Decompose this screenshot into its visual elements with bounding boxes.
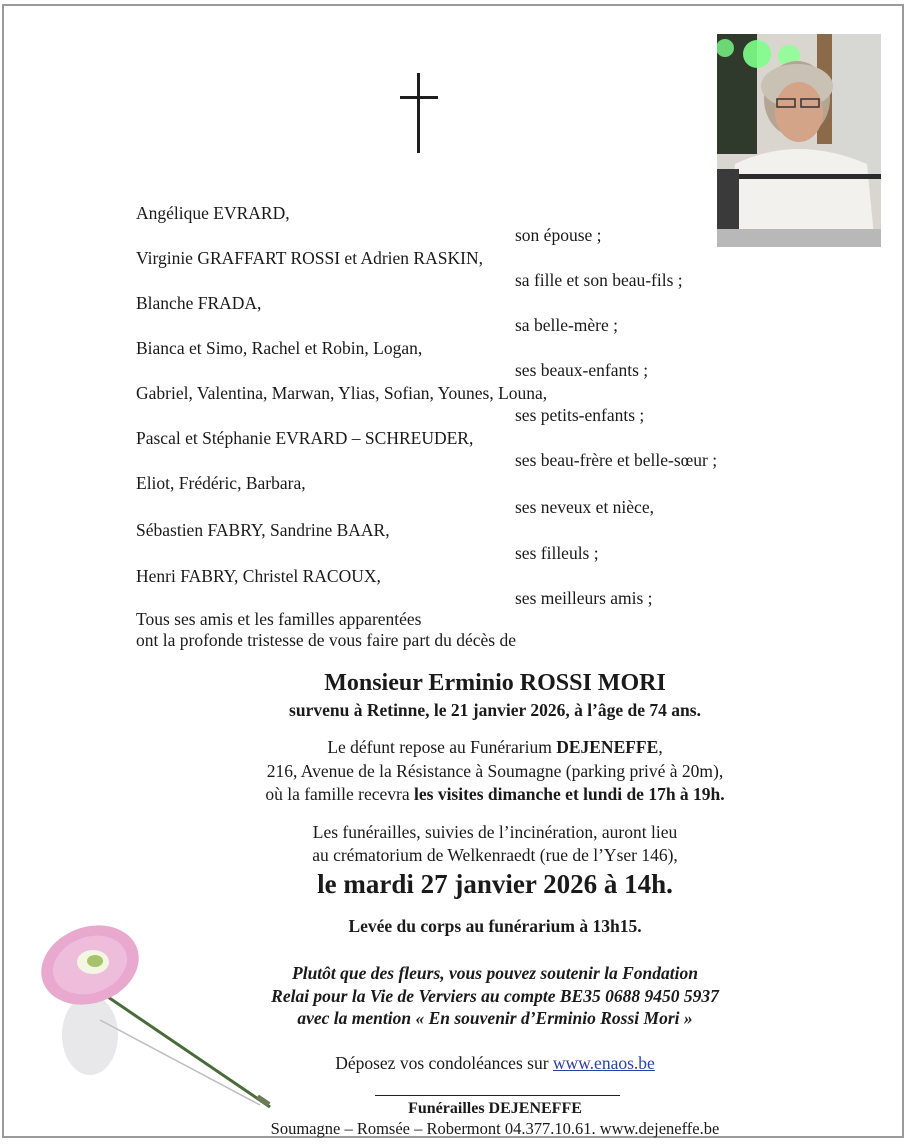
family-names-1: Virginie GRAFFART ROSSI et Adrien RASKIN,: [136, 248, 483, 268]
family-names-5: Pascal et Stéphanie EVRARD – SCHREUDER,: [136, 428, 474, 448]
family-relation-1: sa fille et son beau-fils ;: [515, 270, 683, 290]
flower-image: [30, 915, 280, 1115]
intro-line-2: ont la profonde tristesse de vous faire part du décès de: [136, 630, 517, 650]
family-relation-6: ses neveux et nièce,: [515, 497, 654, 517]
funeral-home-name: DEJENEFFE: [556, 737, 659, 757]
family-relation-5: ses beau-frère et belle-sœur ;: [515, 450, 718, 470]
cross-icon: [400, 73, 438, 153]
funeral-date: le mardi 27 janvier 2026 à 14h.: [317, 869, 673, 899]
donation-line-3: avec la mention « En souvenir d’Erminio Rossi Mori »: [297, 1008, 693, 1028]
family-names-6: Eliot, Frédéric, Barbara,: [136, 473, 306, 493]
deceased-name: Monsieur Erminio ROSSI MORI: [324, 670, 666, 696]
family-names-8: Henri FABRY, Christel RACOUX,: [136, 566, 381, 586]
visitation-line-3-text: où la famille recevra: [265, 784, 414, 804]
family-relation-2: sa belle-mère ;: [515, 315, 619, 335]
portrait-photo: [717, 34, 881, 247]
intro-line-1: Tous ses amis et les familles apparentées: [136, 609, 422, 629]
punctuation: ,: [658, 737, 663, 757]
condolences-text: Déposez vos condoléances sur: [335, 1053, 553, 1073]
deceased-details: survenu à Retinne, le 21 janvier 2026, à l’âge de 74 ans.: [289, 700, 701, 720]
family-names-7: Sébastien FABRY, Sandrine BAAR,: [136, 520, 390, 540]
donation-line-2: Relai pour la Vie de Verviers au compte BE35 0688 9450 5937: [271, 986, 719, 1006]
family-names-3: Bianca et Simo, Rachel et Robin, Logan,: [136, 338, 423, 358]
visitation-line-1: [230, 737, 760, 758]
funeral-line-2: au crématorium de Welkenraedt (rue de l’Yser 146),: [312, 845, 678, 865]
levee-du-corps: Levée du corps au funérarium à 13h15.: [348, 916, 642, 936]
family-relation-7: ses filleuls ;: [515, 543, 599, 563]
funeral-line-1: Les funérailles, suivies de l’incinération, auront lieu: [312, 822, 678, 842]
family-names-0: Angélique EVRARD,: [136, 203, 290, 223]
condolences-line: [230, 1053, 760, 1074]
visitation-address: 216, Avenue de la Résistance à Soumagne (parking privé à 20m),: [266, 761, 724, 781]
family-relation-3: ses beaux-enfants ;: [515, 360, 649, 380]
visitation-line-1-text: Le défunt repose au Funérarium: [327, 737, 557, 757]
footer-company: Funérailles DEJENEFFE: [408, 1100, 582, 1117]
family-relation-4: ses petits-enfants ;: [515, 405, 645, 425]
visitation-line-3: [230, 784, 760, 805]
family-names-2: Blanche FRADA,: [136, 293, 262, 313]
family-relation-8: ses meilleurs amis ;: [515, 588, 653, 608]
family-relation-0: son épouse ;: [515, 225, 602, 245]
footer-divider: [375, 1095, 620, 1096]
visiting-hours: les visites dimanche et lundi de 17h à 19h.: [414, 784, 725, 804]
family-names-4: Gabriel, Valentina, Marwan, Ylias, Sofian, Younes, Louna,: [136, 383, 548, 403]
donation-line-1: Plutôt que des fleurs, vous pouvez soutenir la Fondation: [292, 963, 698, 983]
condolences-link[interactable]: www.enaos.be: [552, 1053, 655, 1073]
footer-contact: Soumagne – Romsée – Robermont 04.377.10.61. www.dejeneffe.be: [270, 1119, 720, 1138]
